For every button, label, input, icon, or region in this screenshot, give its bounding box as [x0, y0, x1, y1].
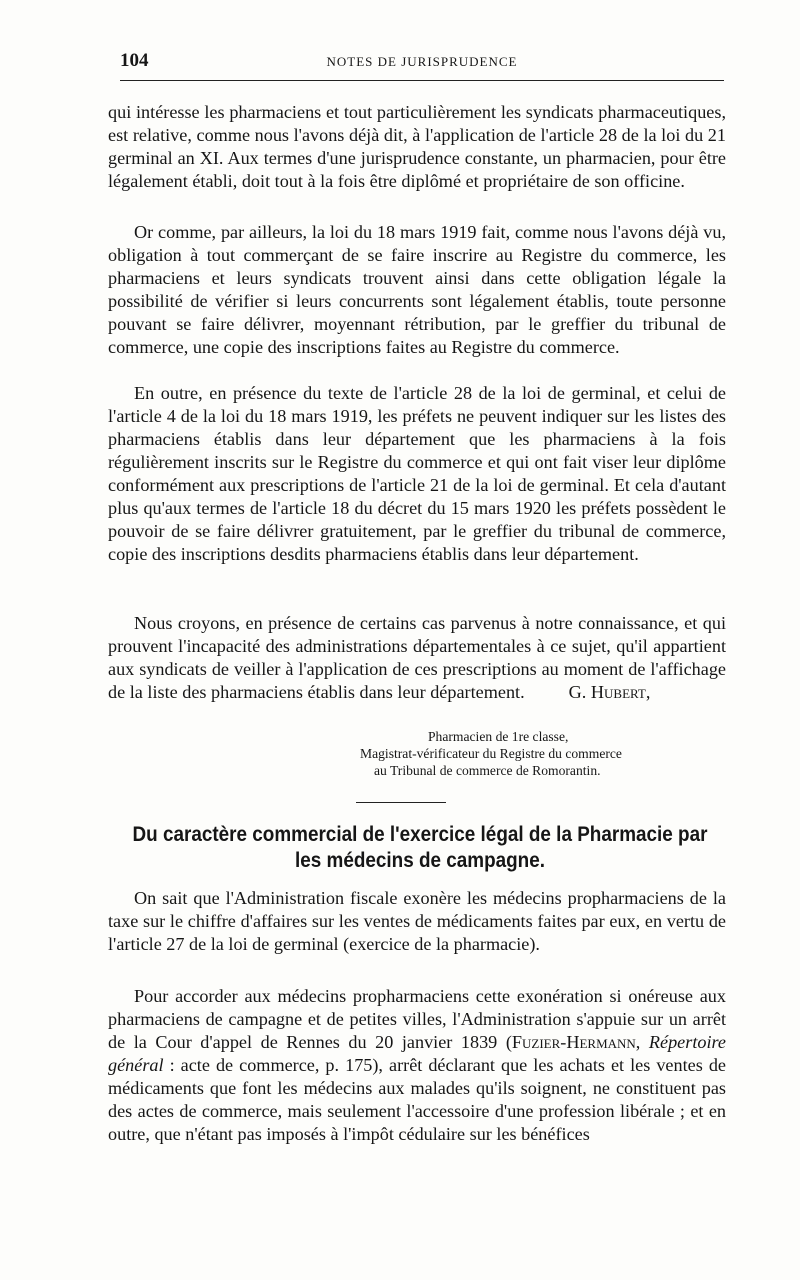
header-rule [120, 80, 724, 81]
paragraph-6-start: Pour accorder aux médecins propharmaciens cette exonération si onéreuse aux pharmaciens de campagne et de petites villes, l'Administration s'appuie sur un arrêt de la Cour d'appel de Rennes du 20 janvier 1839 ( [108, 986, 726, 1052]
signature-surname: Hubert, [590, 682, 651, 702]
paragraph-4 [108, 612, 726, 704]
paragraph-text [108, 985, 726, 1146]
paragraph-4-text: Nous croyons, en présence de certains cas parvenus à notre connaissance, et qui prouvent l'incapacité des administrations départementales à ce sujet, qu'il appartient aux syndicats de veiller à l'application de ces prescriptions au moment de l'affichage de la liste des pharmaciens établis dans leur département. [108, 613, 726, 702]
section-divider [356, 802, 446, 803]
signature-name [543, 681, 651, 704]
running-title: NOTES DE JURISPRUDENCE [326, 54, 518, 69]
signature-court: au Tribunal de commerce de Romorantin. [374, 763, 601, 778]
paragraph-3 [108, 382, 726, 566]
cited-author: Fuzier-Hermann, [511, 1032, 641, 1052]
paragraph-text: Or comme, par ailleurs, la loi du 18 mars 1919 fait, comme nous l'avons déjà vu, obligation à tout commerçant de se faire inscrire au Registre du commerce, les pharmaciens et leurs syndicats trouvent ainsi dans cette obligation légale la possibilité de vérifier si leurs concurrents sont légalement établis, toute personne pouvant se faire délivrer, moyennant rétribution, par le greffier du tribunal de commerce, une copie des inscriptions faites au Registre du commerce. [108, 222, 726, 357]
page-header [120, 50, 724, 76]
paragraph-5 [108, 887, 726, 956]
paragraph-text [108, 612, 726, 704]
paragraph-text: En outre, en présence du texte de l'article 28 de la loi de germinal, et celui de l'article 4 de la loi du 18 mars 1919, les préfets ne peuvent indiquer sur les listes des pharmaciens établis dans leur département que les pharmaciens à la fois régulièrement inscrits sur le Registre du commerce et qui ont fait viser leur diplôme conformément aux prescriptions de l'article 21 de la loi de germinal. Et cela d'autant plus qu'aux termes de l'article 18 du décret du 15 mars 1920 les préfets possèdent le pouvoir de se faire délivrer gratuitement, par le greffier du tribunal de commerce, copie des inscriptions desdits pharmaciens établis dans leur département. [108, 383, 726, 564]
page-number: 104 [120, 50, 149, 71]
paragraph-text: On sait que l'Administration fiscale exonère les médecins propharmaciens de la taxe sur le chiffre d'affaires sur les ventes de médicaments faites par eux, en vertu de l'article 27 de la loi de germinal (exercice de la pharmacie). [108, 888, 726, 954]
article-title: Du caractère commercial de l'exercice légal de la Pharmacie par les médecins de campagne. [132, 823, 708, 872]
paragraph-6 [108, 985, 726, 1146]
paragraph-6-end: : acte de commerce, p. 175), arrêt déclarant que les achats et les ventes de médicaments que font les médecins aux malades qu'ils soignent, ne constituent pas des actes de commerce, mais seulement l'accessoire d'une profession libérale ; et en outre, que n'étant pas imposés à l'impôt cédulaire sur les bénéfices [108, 1055, 726, 1144]
signature-role: Magistrat-vérificateur du Registre du commerce [360, 746, 622, 761]
cited-work: Répertoire général [108, 1032, 726, 1075]
paragraph-text: qui intéresse les pharmaciens et tout particulièrement les syndicats pharmaceutiques, est relative, comme nous l'avons déjà dit, à l'application de l'article 28 de la loi du 21 germinal an XI. Aux termes d'une jurisprudence constante, un pharmacien, pour être légalement établi, doit tout à la fois être diplômé et propriétaire de son officine. [108, 102, 726, 191]
paragraph-1 [108, 101, 726, 193]
signature-initial: G. [568, 682, 587, 702]
signature-title: Pharmacien de 1re classe, [428, 729, 569, 744]
signature-block [290, 728, 726, 779]
paragraph-2 [108, 221, 726, 359]
